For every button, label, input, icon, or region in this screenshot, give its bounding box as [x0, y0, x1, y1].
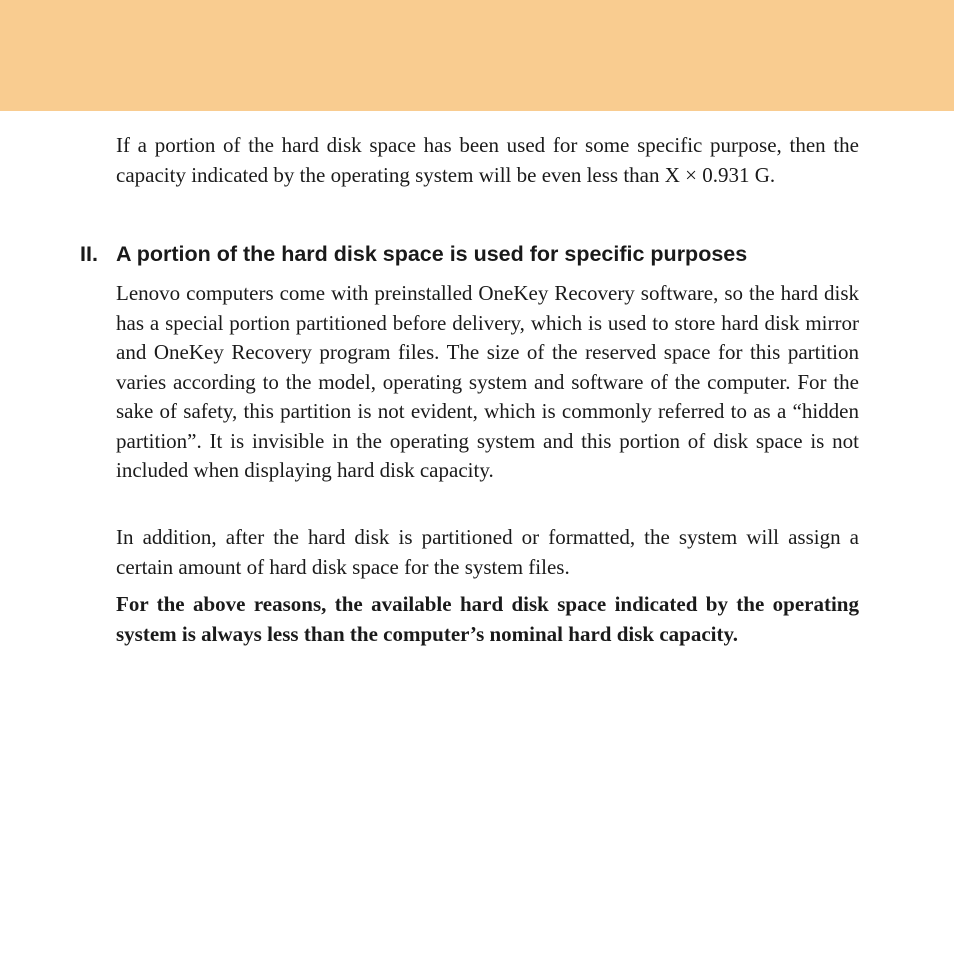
conclusion-paragraph: For the above reasons, the available hard disk space indicated by the operating system is always less than the computer’s nominal hard disk capacity. — [116, 592, 859, 646]
section-heading — [80, 240, 880, 268]
section-paragraph-2: In addition, after the hard disk is partitioned or formatted, the system will assign a certain amount of hard disk space for the system files. — [116, 525, 859, 579]
header-band — [0, 0, 954, 111]
section-paragraph-1: Lenovo computers come with preinstalled OneKey Recovery software, so the hard disk has a special portion partitioned before delivery, which is used to store hard disk mirror and OneKey Recovery program files. The size of the reserved space for this partition varies according to the model, operating system and software of the computer. For the sake of safety, this partition is not evident, which is commonly referred to as a “hidden partition”. It is invisible in the operating system and this portion of disk space is not included when displaying hard disk capacity. — [116, 281, 859, 482]
section-title: A portion of the hard disk space is used for specific purposes — [116, 242, 748, 266]
section-number: II. — [80, 242, 98, 266]
intro-paragraph: If a portion of the hard disk space has been used for some specific purpose, then the capacity indicated by the operating system will be even less than X × 0.931 G. — [116, 133, 859, 187]
